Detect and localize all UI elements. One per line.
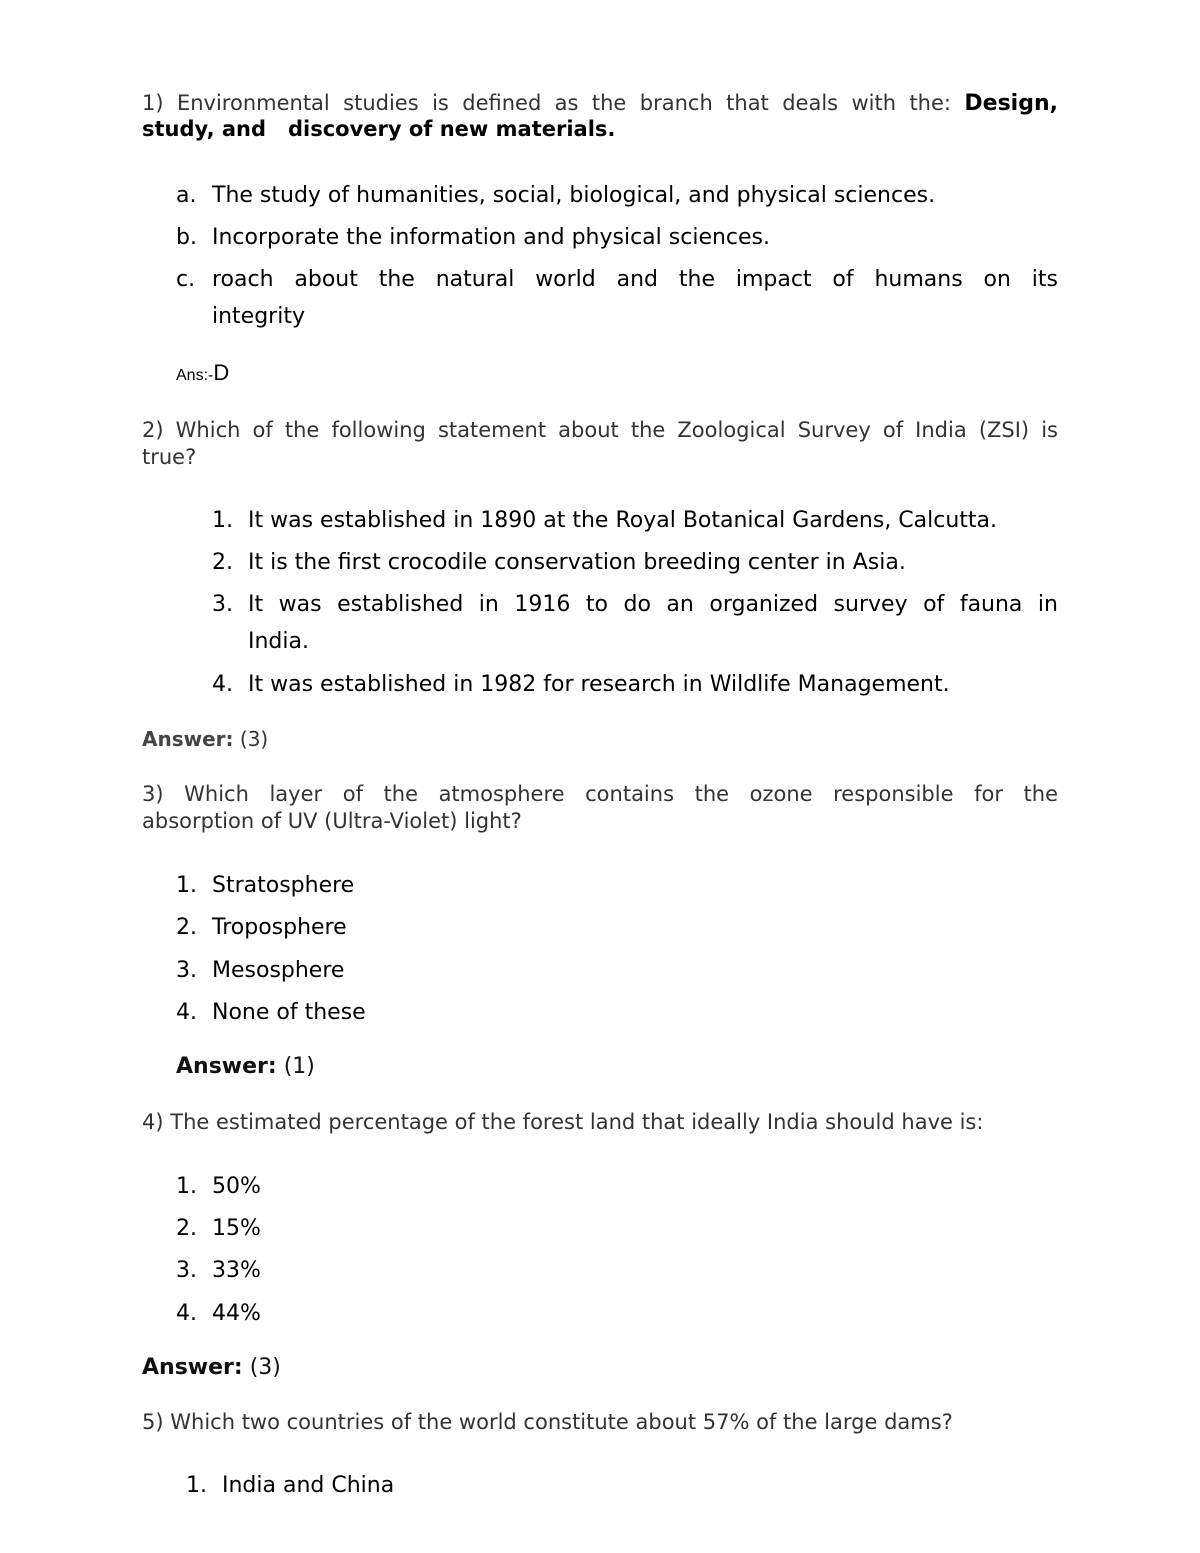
- question-3-stem: [142, 781, 1058, 835]
- question-3-option-3: [176, 952, 776, 989]
- question-4-text: The estimated percentage of the forest land that ideally India should have is:: [170, 1110, 984, 1134]
- option-text: Incorporate the information and physical sciences.: [212, 225, 771, 250]
- question-2-option-1: [212, 502, 1058, 539]
- question-2-line1: [142, 417, 1058, 444]
- question-3-line1: [142, 781, 1058, 808]
- answer-label: Answer:: [142, 727, 234, 751]
- option-text: Stratosphere: [212, 873, 355, 898]
- option-marker: 1.: [212, 508, 233, 533]
- answer-value: (1): [283, 1054, 315, 1079]
- question-1-bold-line2a: study, and: [142, 117, 267, 141]
- option-marker: 3.: [176, 958, 197, 983]
- option-text-line2: India.: [248, 629, 309, 654]
- option-marker: 1.: [176, 1174, 197, 1199]
- option-marker: 2.: [176, 1216, 197, 1241]
- option-marker: b.: [176, 225, 197, 250]
- question-3-option-2: [176, 909, 776, 946]
- question-3-option-1: [176, 867, 776, 904]
- option-marker: c.: [176, 267, 196, 292]
- question-4-number: 4): [142, 1110, 164, 1134]
- option-text: Mesosphere: [212, 958, 345, 983]
- question-5-text: Which two countries of the world constitute about 57% of the large dams?: [170, 1410, 953, 1434]
- option-text: It was established in 1890 at the Royal Botanical Gardens, Calcutta.: [248, 508, 998, 533]
- option-text: It is the first crocodile conservation breeding center in Asia.: [248, 550, 906, 575]
- question-5-option-1: [186, 1467, 686, 1504]
- question-1-option-b: [176, 219, 1058, 256]
- question-4-stem: [142, 1109, 1058, 1136]
- question-1-answer: [176, 360, 1092, 386]
- option-text: 33%: [212, 1258, 261, 1283]
- question-4-option-3: [176, 1252, 576, 1289]
- option-text: None of these: [212, 1000, 366, 1025]
- question-2-text-line1: Which of the following statement about the Zoological Survey of India (ZSI) is: [175, 418, 1058, 442]
- option-text-line1: roach about the natural world and the impact of humans on its: [212, 267, 1058, 292]
- question-1-option-c: [176, 261, 1058, 335]
- question-1-line2: [142, 117, 1058, 141]
- option-marker: 3.: [212, 592, 233, 617]
- question-2-option-4: [212, 666, 1058, 703]
- option-text: The study of humanities, social, biological, and physical sciences.: [212, 183, 936, 208]
- question-4-option-2: [176, 1210, 576, 1247]
- option-text: It was established in 1982 for research in Wildlife Management.: [248, 672, 950, 697]
- question-1-number: 1): [142, 91, 164, 115]
- answer-value: (3): [249, 1355, 281, 1380]
- question-3-text-line1: Which layer of the atmosphere contains the ozone responsible for the: [184, 782, 1058, 806]
- question-1-text: Environmental studies is defined as the branch that deals with the:: [176, 91, 951, 115]
- option-marker: a.: [176, 183, 197, 208]
- answer-value: (3): [239, 727, 269, 751]
- answer-label: Answer:: [176, 1054, 277, 1079]
- option-marker: 1.: [186, 1473, 207, 1498]
- question-2-text-line2: true?: [142, 445, 197, 469]
- option-marker: 4.: [212, 672, 233, 697]
- question-1-bold-line2b: discovery of new materials.: [287, 117, 616, 141]
- question-4-answer: [142, 1355, 1058, 1380]
- option-text: India and China: [222, 1473, 395, 1498]
- option-marker: 2.: [212, 550, 233, 575]
- question-4-option-4: [176, 1295, 576, 1332]
- option-text-line2: integrity: [212, 304, 305, 329]
- question-4-option-1: [176, 1168, 576, 1205]
- question-5-number: 5): [142, 1410, 164, 1434]
- answer-label: Answer:: [142, 1355, 243, 1380]
- option-marker: 1.: [176, 873, 197, 898]
- question-2-answer: [142, 727, 1058, 751]
- question-1-option-a: [176, 177, 1058, 214]
- option-marker: 2.: [176, 915, 197, 940]
- option-marker: 4.: [176, 1000, 197, 1025]
- option-text: Troposphere: [212, 915, 347, 940]
- question-2-option-3: [212, 586, 1058, 660]
- question-2-option-2: [212, 544, 1058, 581]
- option-text: 15%: [212, 1216, 261, 1241]
- question-2-stem: [142, 417, 1058, 471]
- question-3-text-line2: absorption of UV (Ultra-Violet) light?: [142, 809, 522, 833]
- question-1-line1: [142, 90, 1058, 117]
- question-1-stem: [142, 90, 1058, 117]
- question-3-number: 3): [142, 782, 164, 806]
- question-1-bold-line1: Design,: [964, 91, 1058, 116]
- option-text-line1: It was established in 1916 to do an organized survey of fauna in: [248, 592, 1058, 617]
- option-text: 50%: [212, 1174, 261, 1199]
- answer-label: Ans:-: [176, 367, 214, 384]
- option-marker: 4.: [176, 1301, 197, 1326]
- question-5-stem: [142, 1409, 1058, 1436]
- question-2-number: 2): [142, 418, 164, 442]
- option-marker: 3.: [176, 1258, 197, 1283]
- question-3-option-4: [176, 994, 776, 1031]
- option-text: 44%: [212, 1301, 261, 1326]
- answer-value: D: [213, 360, 230, 385]
- question-3-answer: [176, 1054, 1092, 1079]
